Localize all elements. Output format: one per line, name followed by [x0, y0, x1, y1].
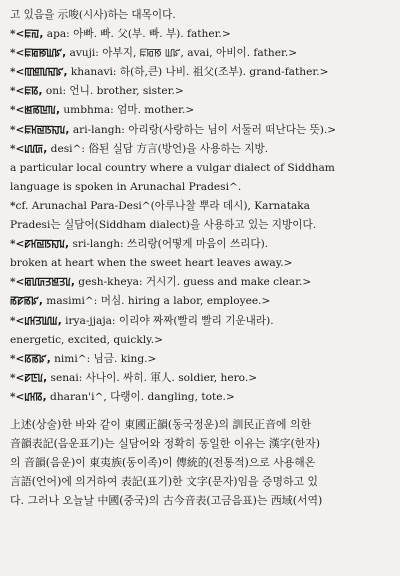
siddham-word: ꡊꡘꡗꡆꡆ,: [24, 314, 62, 327]
siddham-word: ꡄꡁꡃꡎꡜ,: [24, 66, 68, 79]
siddham-word: ꡓꡏꡖꡃ,: [24, 104, 60, 117]
entry-apa: *<ꡀꡌ, apa: 아빠. 빠. 父(부. 빠. 부). father.>: [10, 28, 231, 41]
entry-lines: [10, 6, 386, 407]
sri-langh-gloss: broken at heart when the sweet heart leaves away.>: [10, 257, 293, 270]
cf-note-line-1: *cf. Arunachal Para-Desi^(아루나찰 뿌라 데시), Karnataka: [10, 199, 310, 212]
siddham-word: ꡊꡘꡋ,: [24, 390, 47, 403]
entry-gesh-kheya: *<ꡂꡦꡚꡗꡁꡗꡦ, gesh-kheya: 거시기. guess and make clear.>: [10, 276, 312, 289]
siddham-word: ꡂꡦꡚꡗꡁꡗꡦ,: [24, 276, 75, 289]
siddham-word: ꡏꡛꡏꡜ,: [10, 295, 43, 308]
entry-irya-jjaja: *<ꡊꡘꡗꡆꡆ, irya-jjaja: 이리야 짜짜(빨리 빨리 기운내라).: [10, 314, 274, 327]
entry-desi: *<ꡊꡦꡚ, desi^: 俗된 실담 方言(방언)을 사용하는 지방.: [10, 142, 269, 155]
intro-line: 고 있음을 示唆(시사)하는 대목이다.: [10, 9, 176, 21]
siddham-word: ꡛꡇꡦ,: [24, 371, 48, 384]
paragraph-line: 上述(상술)한 바와 같이 東國正韻(동국정운)의 訓民正音에 의한: [10, 417, 312, 431]
paragraph-line: 音韻表記(음운표기)는 실담어와 정확히 동일한 이유는 漢字(한자): [10, 437, 321, 451]
siddham-word: ꡀꡂꡐꡆꡜ,: [24, 47, 67, 60]
siddham-word: ꡀꡘꡙꡑꡍꡊ,: [24, 123, 70, 136]
siddham-word: ꡀꡌ,: [24, 28, 44, 41]
desi-definition-line-1: a particular local country where a vulgar dialect of Siddham: [10, 161, 335, 174]
cf-note-line-2: Pradesi는 실담어(Siddham dialect)을 사용하고 있는 지방이다.: [10, 219, 317, 232]
entry-khanavi: *<ꡄꡁꡃꡎꡜ, khanavi: 하(하,큰) 나비. 祖父(조부). grand-father.>: [10, 66, 329, 79]
siddham-word: ꡊꡦꡚ,: [24, 142, 48, 155]
entry-avuji: *<ꡀꡂꡐꡆꡜ, avuji: 아부지, ꡀꡂꡐ ꡆꡜ, avai, 아비이. father.>: [10, 47, 298, 60]
desi-definition-line-2: language is spoken in Arunachal Pradesi^.: [10, 180, 242, 193]
paragraph-line: 다. 그러나 오늘날 中國(중국)의 古今音表(고금음표)는 西域(서역): [10, 494, 323, 508]
entry-umbhma: *<ꡓꡏꡖꡃ, umbhma: 엄마. mother.>: [10, 104, 195, 117]
entry-senai: *<ꡛꡇꡦ, senai: 사나이. 싸히. 軍人. soldier, hero.>: [10, 371, 258, 384]
entry-oni: *<ꡀꡋ, oni: 언니. brother, sister.>: [10, 85, 184, 98]
entry-nimi: *<ꡋꡏꡜ, nimi^: 님금. king.>: [10, 352, 157, 365]
entry-ari-langh: *<ꡀꡘꡙꡑꡍꡊ, ari-langh: 아리랑(사랑하는 님이 서둘러 떠난다는 뜻).>: [10, 123, 337, 136]
siddham-word: ꡋꡏꡜ,: [24, 352, 51, 365]
paragraph-line: 言語(언어)에 의거하여 表記(표기)한 文字(문자)임을 증명하고 있: [10, 475, 319, 489]
siddham-word: ꡛꡘꡙꡑꡍꡊ,: [24, 238, 70, 251]
entry-sri-langh: *<ꡛꡘꡙꡑꡍꡊ, sri-langh: 쓰리랑(어떻게 마음이 쓰리다).: [10, 238, 269, 251]
entry-dharani: *<ꡊꡘꡋ, dharan'i^, 다랭이. dangling, tote.>: [10, 390, 235, 403]
siddham-word: ꡀꡋ,: [24, 85, 43, 98]
entry-masimi: ꡏꡛꡏꡜ, masimi^: 머심. hiring a labor, employee.>: [10, 295, 271, 308]
paragraph-line: 의 音韻(음운)이 東夷族(동이족)이 傳統的(전통적)으로 사용해온: [10, 456, 316, 470]
closing-paragraph: [10, 415, 386, 510]
irya-jjaja-gloss: energetic, excited, quickly.>: [10, 333, 163, 346]
